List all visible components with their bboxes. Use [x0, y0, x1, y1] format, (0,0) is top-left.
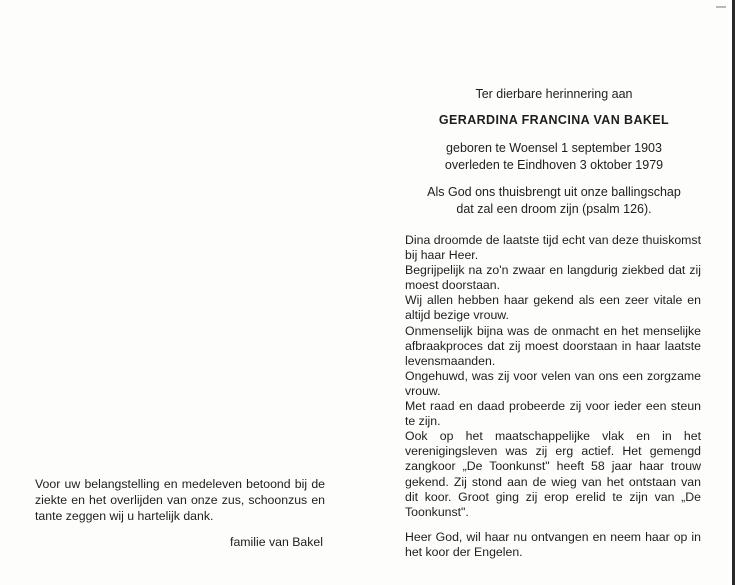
quote-line-1: Als God ons thuisbrengt uit onze ballingschap — [427, 185, 681, 199]
thanks-section — [35, 476, 325, 550]
paragraph: Ongehuwd, was zij voor velen van ons een zorgzame vrouw. — [405, 368, 701, 398]
paragraph: Begrijpelijk na zo'n zwaar en langdurig ziekbed dat zij moest doorstaan. — [405, 263, 701, 293]
psalm-quote — [420, 184, 688, 218]
memorial-text — [405, 233, 701, 560]
quote-line-2: dat zal een droom zijn (psalm 126). — [456, 202, 652, 216]
paragraph: Met raad en daad probeerde zij voor ieder een steun te zijn. — [405, 399, 701, 429]
memorial-header — [420, 86, 688, 218]
closing-prayer: Heer God, wil haar nu ontvangen en neem haar op in het koor der Engelen. — [405, 529, 701, 559]
family-signature: familie van Bakel — [230, 535, 323, 549]
paragraph: Onmenselijk bijna was de onmacht en het menselijke afbraakproces dat zij moest doorstaan in haar laatste levensmaanden. — [405, 323, 701, 368]
intro-text: Ter dierbare herinnering aan — [475, 87, 633, 101]
paragraph: Dina droomde de laatste tijd echt van deze thuiskomst bij haar Heer. — [405, 233, 701, 263]
deceased-name: GERARDINA FRANCINA VAN BAKEL — [438, 113, 670, 127]
paragraph: Wij allen hebben haar gekend als een zeer vitale en altijd bezige vrouw. — [405, 293, 701, 323]
paragraph: Ook op het maatschappelijke vlak en in het verenigingsleven was zij erg actief. Het gemengd zangkoor „De Toonkunst" heeft 58 jaar haar trouw gekend. Zij stond aan de wieg van het ontstaan van dit koor. Groot ging zij erop erelid te zijn van „De Toonkunst". — [405, 429, 701, 519]
death-line: overleden te Eindhoven 3 oktober 1979 — [444, 158, 664, 172]
life-dates — [420, 140, 688, 174]
corner-mark — [716, 6, 726, 8]
thanks-text: Voor uw belangstelling en medeleven betoond bij de ziekte en het overlijden van onze zus, schoonzus en tante zeggen wij u hartelijk dank. — [35, 477, 325, 523]
birth-line: geboren te Woensel 1 september 1903 — [446, 141, 662, 155]
